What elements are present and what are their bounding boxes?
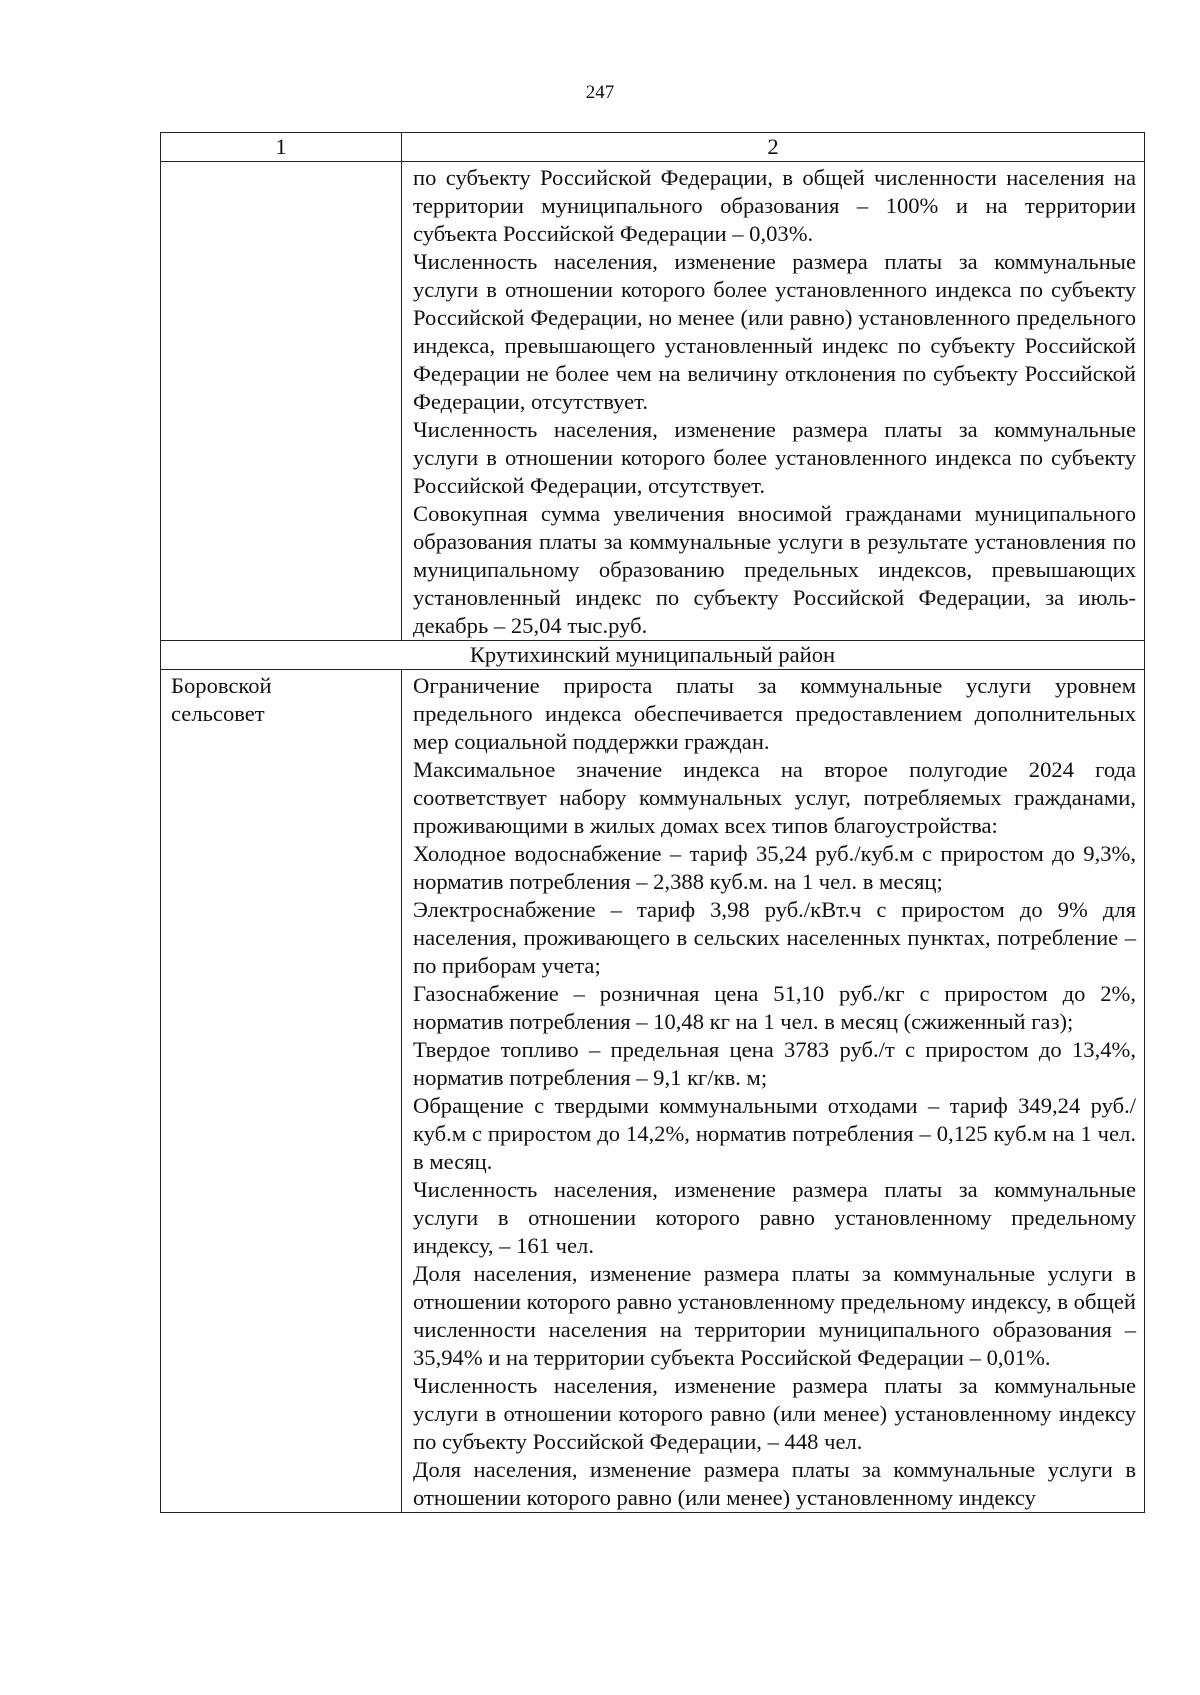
paragraph: Твердое топливо – предельная цена 3783 руб./т с приростом до 13,4%, норматив потребления – 9,1 кг/кв. м; [413, 1037, 1136, 1090]
paragraph: Доля населения, изменение размера платы за коммунальные услуги в отношении которого равно (или менее) установленному индексу [413, 1457, 1136, 1510]
paragraph: Численность населения, изменение размера платы за коммунальные услуги в отношении которого более установленного индекса по субъекту Российской Федерации, отсутствует. [413, 417, 1136, 498]
entry-row [161, 670, 1145, 1513]
paragraph: Холодное водоснабжение – тариф 35,24 руб./куб.м с приростом до 9,3%, норматив потребления – 2,388 куб.м. на 1 чел. в месяц; [413, 841, 1136, 894]
paragraph: Совокупная сумма увеличения вносимой гражданами муниципального образования платы за коммунальные услуги в результате установления по муниципальному образованию предельных индексов, превышающих установленный индекс по субъекту Российской Федерации, за июль-декабрь – 25,04 тыс.руб. [413, 501, 1136, 638]
paragraph: Численность населения, изменение размера платы за коммунальные услуги в отношении которого равно установленному предельному индексу, – 161 чел. [413, 1177, 1136, 1258]
paragraph: Доля населения, изменение размера платы за коммунальные услуги в отношении которого равно установленному предельному индексу, в общей численности населения на территории муниципального образования – 35,94% и на территории субъекта Российской Федерации – 0,01%. [413, 1261, 1136, 1370]
table-header-row [161, 133, 1145, 162]
column-header-2-label: 2 [767, 134, 779, 159]
page-number: 247 [585, 82, 615, 103]
continued-row [161, 162, 1145, 641]
paragraph: Ограничение прироста платы за коммунальные услуги уровнем предельного индекса обеспечивается предоставлением дополнительных мер социальной поддержки граждан. [413, 673, 1136, 754]
entry-name-cell [161, 670, 402, 1513]
continued-row-text-cell [402, 162, 1145, 641]
entry-text-cell [402, 670, 1145, 1513]
paragraph: Электроснабжение – тариф 3,98 руб./кВт.ч с приростом до 9% для населения, проживающего в сельских населенных пунктах, потребление – по приборам учета; [413, 897, 1136, 978]
column-header-2 [402, 133, 1145, 162]
paragraph: Обращение с твердыми коммунальными отходами – тариф 349,24 руб./куб.м с приростом до 14,2%, норматив потребления – 0,125 куб.м на 1 чел. в месяц. [413, 1093, 1136, 1174]
document-table [160, 132, 1145, 1513]
paragraph: Численность населения, изменение размера платы за коммунальные услуги в отношении которого равно (или менее) установленному индексу по субъекту Российской Федерации, – 448 чел. [413, 1373, 1136, 1454]
column-header-1-label: 1 [275, 134, 287, 159]
section-title: Крутихинский муниципальный район [161, 641, 1145, 670]
continued-row-name-cell [161, 162, 402, 641]
entry-name-line-1: Боровской [171, 673, 272, 698]
paragraph: Газоснабжение – розничная цена 51,10 руб./кг с приростом до 2%, норматив потребления – 10,48 кг на 1 чел. в месяц (сжиженный газ); [413, 981, 1136, 1034]
entry-name-line-2: сельсовет [171, 701, 265, 726]
section-row [161, 641, 1145, 670]
paragraph: Численность населения, изменение размера платы за коммунальные услуги в отношении которого более установленного индекса по субъекту Российской Федерации, но менее (или равно) установленного предельного индекса, превышающего установленный индекс по субъекту Российской Федерации не более чем на величину отклонения по субъекту Российской Федерации, отсутствует. [413, 249, 1136, 414]
paragraph: Максимальное значение индекса на второе полугодие 2024 года соответствует набору коммунальных услуг, потребляемых гражданами, проживающими в жилых домах всех типов благоустройства: [413, 757, 1136, 838]
paragraph: по субъекту Российской Федерации, в общей численности населения на территории муниципального образования – 100% и на территории субъекта Российской Федерации – 0,03%. [413, 165, 1136, 246]
column-header-1 [161, 133, 402, 162]
